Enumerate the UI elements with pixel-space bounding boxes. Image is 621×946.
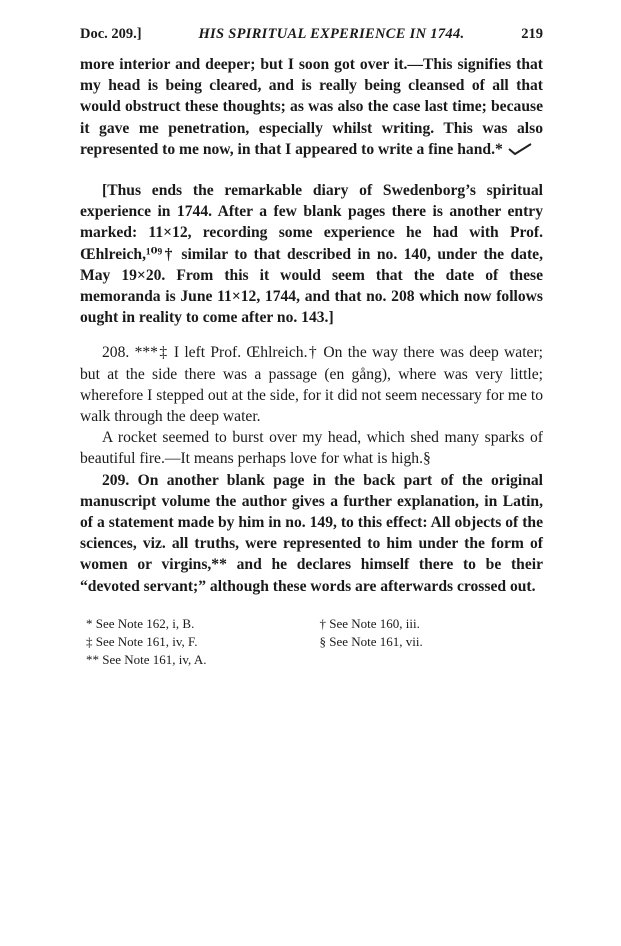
footnote: § See Note 161, vii. [319, 633, 423, 649]
footnote: ‡ See Note 161, iv, F. [86, 633, 198, 649]
page-number: 219 [521, 26, 543, 42]
editorial-note-paragraph: [Thus ends the remarkable diary of Swedenborg’s spiritual experience in 1744. After a few blank pages there is another entry marked: 11×12, recording some experience he had with Prof. Œhlreich,¹⁰⁹† similar to that described in no. 140, under the date, May 19×20. From this it would seem that the date of these memoranda is June 11×12, 1744, and that no. 208 which now follows ought in reality to come after no. 143.] [80, 182, 543, 327]
running-header [80, 26, 543, 54]
doc-reference: Doc. 209.] [80, 26, 142, 42]
footnote: ** See Note 161, iv, A. [86, 651, 207, 667]
footnote: * See Note 162, i, B. [86, 615, 195, 631]
paragraph-continuation: more interior and deeper; but I soon got over it.—This signifies that my head is being cleared, and is really being cleansed of all that would obstruct these thoughts; as was also the case last time; because it gave me penetration, especially whilst writing. This was also represented to me now, in that I appeared to write a fine hand.* [80, 56, 543, 158]
running-title: HIS SPIRITUAL EXPERIENCE IN 1744. [198, 26, 465, 42]
rocket-paragraph: A rocket seemed to burst over my head, which shed many sparks of beautiful fire.—It means perhaps love for what is high.§ [80, 429, 543, 468]
entry-209: 209. On another blank page in the back part of the original manuscript volume the author gives a further explanation, in Latin, of a statement made by him in no. 149, to this effect: All objects of the sciences, viz. all truths, were represented to him under the form of women or virgins,** and he declares himself there to be their “devoted servant;” although these words are afterwards crossed out. [80, 471, 543, 595]
handwritten-check-mark [507, 142, 533, 156]
body-text [80, 54, 543, 597]
book-page [80, 26, 543, 669]
footnote: † See Note 160, iii. [319, 615, 420, 631]
footnotes [80, 615, 543, 669]
entry-208: 208. ***‡ I left Prof. Œhlreich.† On the way there was deep water; but at the side there was a passage (en gång), where was very little; wherefore I stepped out at the side, for it did not seem necessary for me to walk through the deep water. [80, 344, 543, 426]
